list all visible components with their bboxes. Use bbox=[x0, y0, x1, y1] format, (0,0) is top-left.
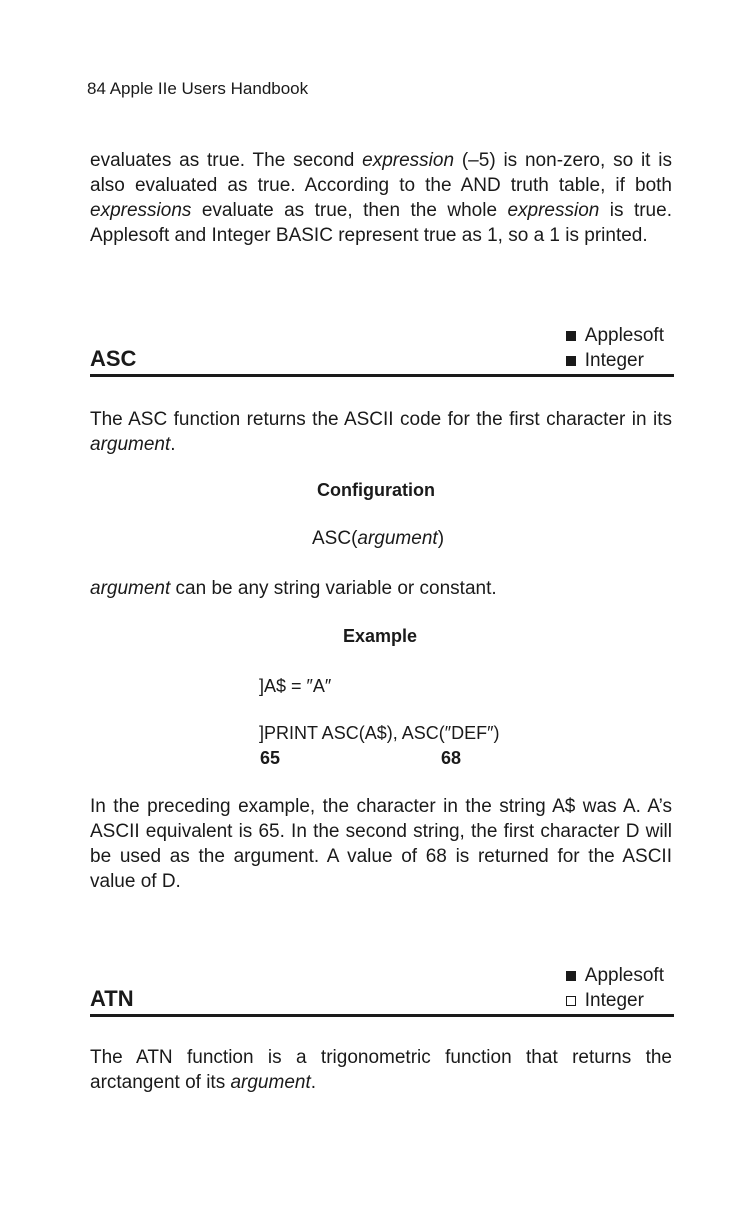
atn-description: The ATN function is a trigonometric function that returns the arctangent of its argument. bbox=[90, 1047, 672, 1093]
atn-title: ATN bbox=[90, 986, 134, 1011]
italic-term: argument bbox=[357, 528, 438, 549]
availability-applesoft bbox=[566, 963, 664, 988]
configuration-heading: Configuration bbox=[317, 480, 435, 500]
availability-checkbox-icon bbox=[566, 356, 576, 366]
availability-label: Integer bbox=[584, 990, 644, 1011]
italic-term: argument bbox=[90, 434, 171, 455]
availability-integer bbox=[566, 348, 664, 373]
availability-applesoft bbox=[566, 323, 664, 348]
asc-explanation: In the preceding example, the character in the string A$ was A. A’s ASCII equivalent is 65. In the second string, the first character D will be used as the argument. A value of 68 is returned for the ASCII value of D. bbox=[90, 796, 672, 892]
asc-description: The ASC function returns the ASCII code for the first character in its argument. bbox=[90, 409, 672, 455]
italic-term: expression bbox=[362, 150, 455, 171]
availability-checkbox-icon bbox=[566, 971, 576, 981]
asc-syntax: ASC(argument) bbox=[312, 528, 445, 549]
availability-checkbox-icon bbox=[566, 331, 576, 341]
asc-title: ASC bbox=[90, 346, 137, 371]
atn-availability bbox=[566, 963, 664, 1013]
availability-label: Applesoft bbox=[584, 965, 664, 986]
running-head: 84 Apple IIe Users Handbook bbox=[87, 79, 309, 98]
section-rule bbox=[90, 374, 674, 377]
example-heading: Example bbox=[343, 626, 418, 646]
example-output-1: 65 bbox=[260, 748, 281, 768]
availability-label: Applesoft bbox=[584, 325, 664, 346]
argument-note: argument can be any string variable or constant. bbox=[90, 578, 497, 599]
italic-term: argument bbox=[230, 1072, 311, 1093]
example-line-2: ]PRINT ASC(A$), ASC(″DEF″) bbox=[259, 723, 500, 743]
section-rule bbox=[90, 1014, 674, 1017]
availability-label: Integer bbox=[584, 350, 644, 371]
asc-availability bbox=[566, 323, 664, 373]
italic-term: expressions bbox=[90, 200, 192, 221]
intro-paragraph: evaluates as true. The second expression (–5) is non-zero, so it is also evaluated as true. According to the AND truth table, if both expressions evaluate as true, then the whole expression is true. Applesoft and Integer BASIC represent true as 1, so a 1 is printed. bbox=[90, 150, 672, 246]
example-line-1: ]A$ = ″A″ bbox=[259, 676, 332, 696]
example-output-2: 68 bbox=[441, 748, 462, 768]
asc-section-header bbox=[90, 322, 674, 380]
availability-integer bbox=[566, 988, 664, 1013]
atn-section-header bbox=[90, 962, 674, 1018]
italic-term: argument bbox=[90, 578, 171, 599]
italic-term: expression bbox=[507, 200, 600, 221]
availability-checkbox-icon bbox=[566, 996, 576, 1006]
